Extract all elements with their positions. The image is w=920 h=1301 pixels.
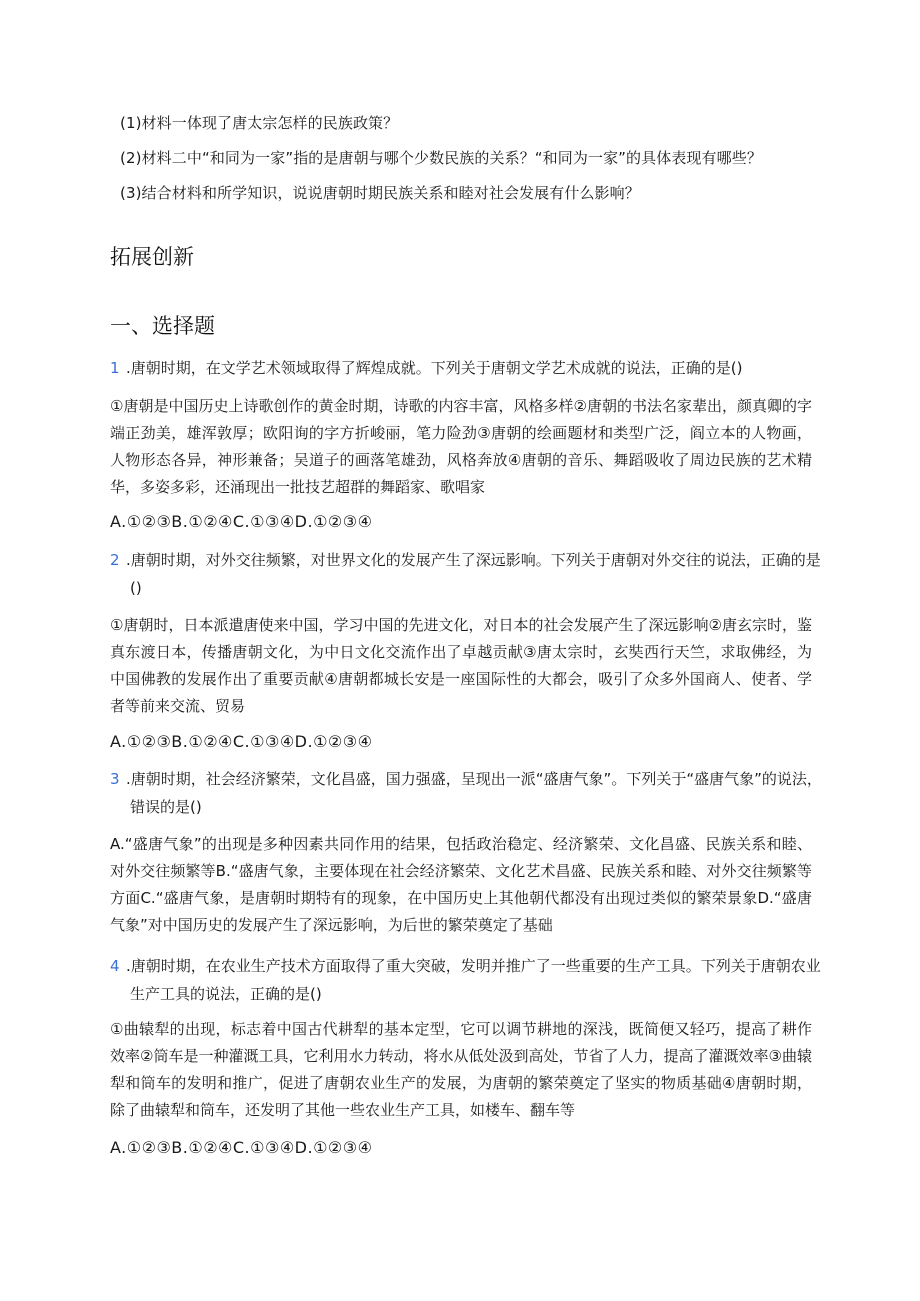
question-3-body: A.“盛唐气象”的出现是多种因素共同作用的结果，包括政治稳定、经济繁荣、文化昌盛、民族关系和睦、对外交往频繁等B.“盛唐气象，主要体现在社会经济繁荣、文化艺术昌盛、民族关系和睦、对外交往频繁等方面C.“盛唐气象，是唐朝时期特有的现象，在中国历史上其他朝代都没有出现过类似的繁荣景象D.“盛唐气象”对中国历史的发展产生了深远影响，为后世的繁荣奠定了基础 — [110, 835, 812, 934]
question-3-stem — [110, 765, 830, 821]
subquestion-3: (3)结合材料和所学知识，说说唐朝时期民族关系和睦对社会发展有什么影响？ — [120, 184, 640, 202]
question-4-stem — [110, 952, 830, 1008]
question-4-body: ①曲辕犁的出现，标志着中国古代耕犁的基本定型，它可以调节耕地的深浅，既简便又轻巧，提高了耕作效率②筒车是一种灌溉工具，它利用水力转动，将水从低处汲到高处，节省了人力，提高了灌溉效率③曲辕犁和筒车的发明和推广，促进了唐朝农业生产的发展，为唐朝的繁荣奠定了坚实的物质基础④唐朝时期，除了曲辕犁和筒车，还发明了其他一些农业生产工具，如楼车、翻车等 — [110, 1020, 812, 1119]
question-2-body: ①唐朝时，日本派遣唐使来中国，学习中国的先进文化，对日本的社会发展产生了深远影响②唐玄宗时，鉴真东渡日本，传播唐朝文化，为中日文化交流作出了卓越贡献③唐太宗时，玄奘西行天竺，求取佛经，为中国佛教的发展作出了重要贡献④唐朝都城长安是一座国际性的大都会，吸引了众多外国商人、使者、学者等前来交流、贸易 — [110, 616, 812, 715]
question-1-options: A.①②③B.①②④C.①③④D.①②③④ — [110, 512, 373, 531]
section-title: 拓展创新 — [110, 245, 194, 269]
subquestion-1: (1)材料一体现了唐太宗怎样的民族政策？ — [120, 114, 399, 132]
question-4-options: A.①②③B.①②④C.①③④D.①②③④ — [110, 1138, 373, 1157]
question-text: .唐朝时期，在文学艺术领域取得了辉煌成就。下列关于唐朝文学艺术成就的说法，正确的是() — [126, 359, 743, 377]
question-2-options: A.①②③B.①②④C.①③④D.①②③④ — [110, 732, 373, 751]
subsection-title: 一、选择题 — [110, 314, 215, 338]
question-1-stem — [110, 354, 830, 382]
question-number: 4 — [110, 957, 120, 975]
question-2-stem — [110, 546, 830, 602]
question-text: .唐朝时期，在农业生产技术方面取得了重大突破，发明并推广了一些重要的生产工具。下列关于唐朝农业生产工具的说法，正确的是() — [126, 957, 821, 1003]
question-number: 1 — [110, 359, 120, 377]
subquestion-2: (2)材料二中“和同为一家”指的是唐朝与哪个少数民族的关系？“和同为一家”的具体表现有哪些？ — [120, 149, 762, 167]
question-text: .唐朝时期，社会经济繁荣，文化昌盛，国力强盛，呈现出一派“盛唐气象”。下列关于“盛唐气象”的说法，错误的是() — [126, 770, 822, 816]
question-1-body: ①唐朝是中国历史上诗歌创作的黄金时期，诗歌的内容丰富，风格多样②唐朝的书法名家辈出，颜真卿的字端正劲美，雄浑敦厚；欧阳询的字方折峻丽，笔力险劲③唐朝的绘画题材和类型广泛，阎立本的人物画，人物形态各异，神形兼备；吴道子的画落笔雄劲，风格奔放④唐朝的音乐、舞蹈吸收了周边民族的艺术精华，多姿多彩，还涌现出一批技艺超群的舞蹈家、歌唱家 — [110, 397, 812, 496]
question-number: 3 — [110, 770, 120, 788]
question-number: 2 — [110, 551, 120, 569]
question-text: .唐朝时期，对外交往频繁，对世界文化的发展产生了深远影响。下列关于唐朝对外交往的说法，正确的是() — [126, 551, 821, 597]
